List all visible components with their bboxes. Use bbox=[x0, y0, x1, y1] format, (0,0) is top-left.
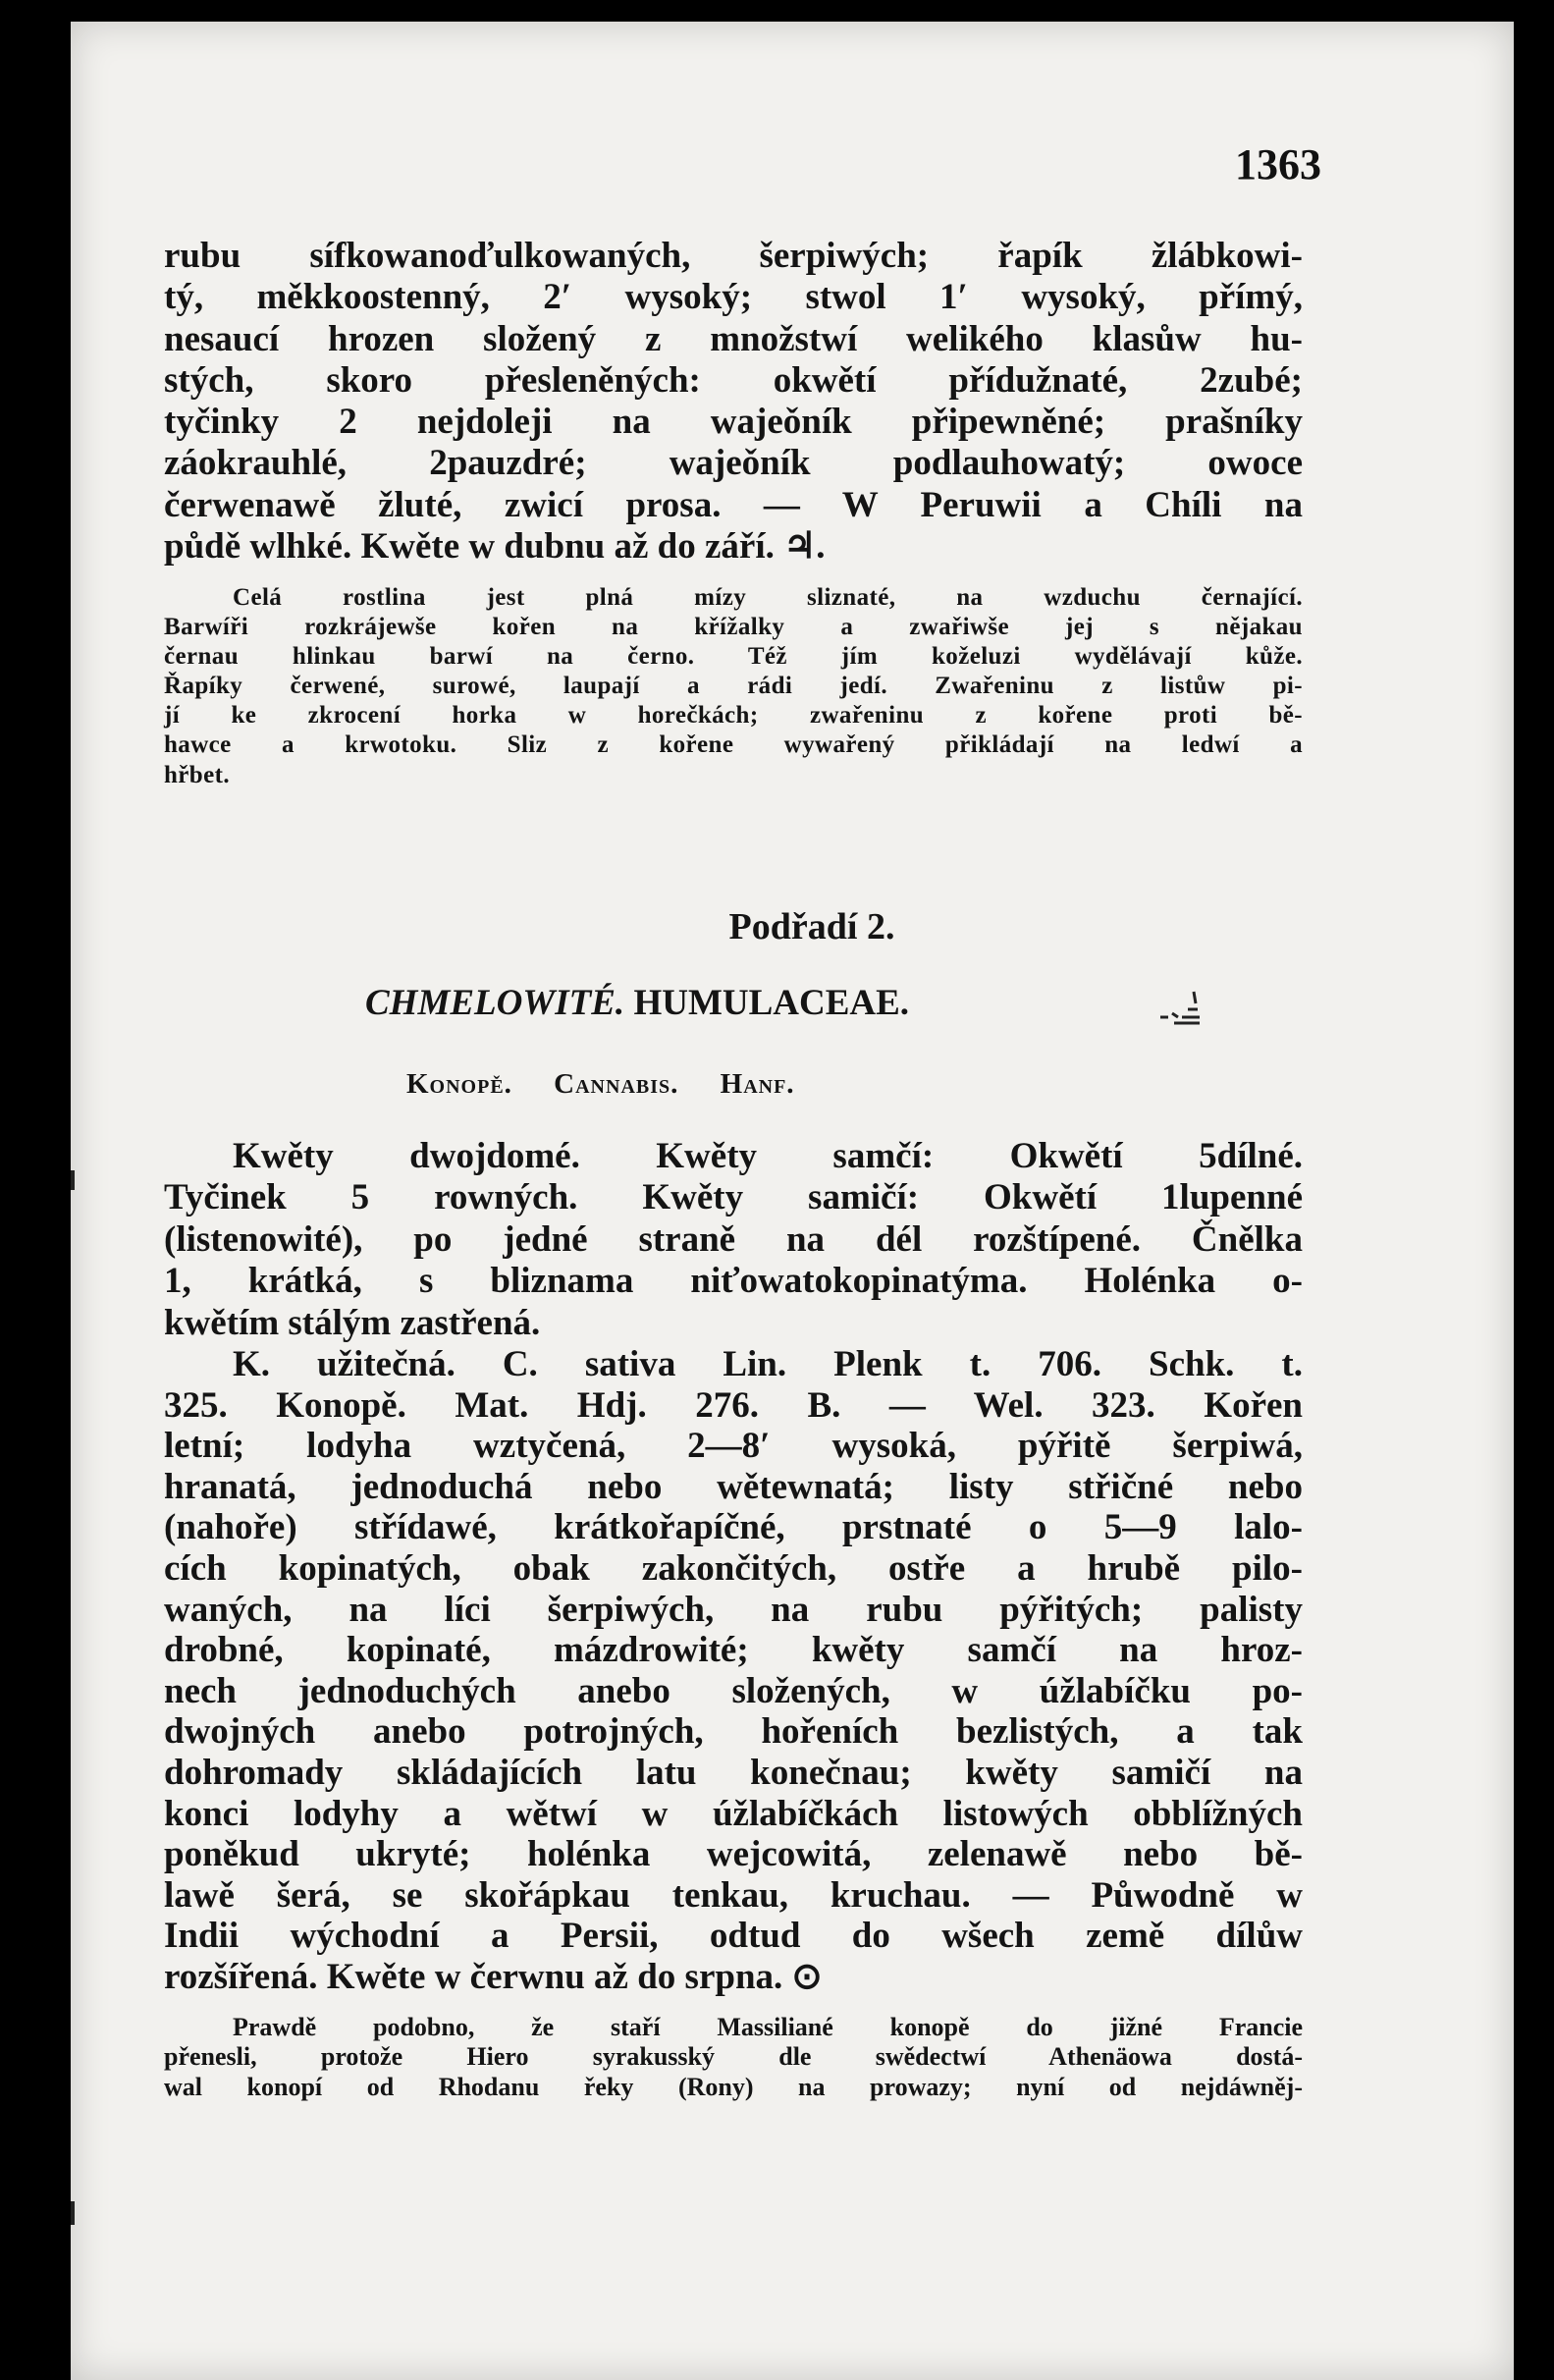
note-line: jí ke zkrocení horka w horečkách; zwařeninu z kořene proti bě- bbox=[164, 702, 1303, 730]
text-line: cích kopinatých, obak zakončitých, ostře a hrubě pilo- bbox=[164, 1547, 1303, 1589]
text-line: nesaucí hrozen složený z množstwí welikého klasůw hu- bbox=[164, 318, 1303, 359]
text-line: Indii wýchodní a Persii, odtud do wšech země dílůw bbox=[164, 1916, 1303, 1957]
text-line: rubu sífkowanoďulkowaných, šerpiwých; řapík žlábkowi- bbox=[164, 236, 1303, 276]
note-line: hawce a krwotoku. Sliz z kořene wywařený přikládají na ledwí a bbox=[164, 731, 1303, 759]
text-line: dohromady skládajících latu konečnau; kwěty samičí na bbox=[164, 1752, 1303, 1793]
note-line: hřbet. bbox=[164, 761, 230, 788]
margin-mark bbox=[71, 2201, 75, 2225]
text-line: K. užitečná. C. sativa Lin. Plenk t. 706. Schk. t. bbox=[233, 1344, 1303, 1384]
suborder-heading: Podřadí 2. bbox=[728, 906, 895, 947]
note-line: Barwíři rozkrájewše kořen na křížalky a zwařiwše jej s nějakau bbox=[164, 614, 1303, 641]
text-line: waných, na líci šerpiwých, na rubu pýřitých; palisty bbox=[164, 1589, 1303, 1630]
text-line: (nahoře) střídawé, krátkořapíčné, prstnaté o 5—9 lalo- bbox=[164, 1507, 1303, 1548]
text-line: půdě wlhké. Kwěte w dubnu až do září. ♃. bbox=[164, 526, 826, 568]
text-line: nech jednoduchých anebo složených, w úžlabíčku po- bbox=[164, 1670, 1303, 1711]
scan-right-edge bbox=[1514, 0, 1554, 2380]
text-line: záokrauhlé, 2pauzdré; wajeǒník podlauhowatý; owoce bbox=[164, 443, 1303, 484]
text-line: čerwenawě žluté, zwicí prosa. — W Peruwii a Chíli na bbox=[164, 484, 1303, 525]
text-line: drobné, kopinaté, mázdrowité; kwěty samčí na hroz- bbox=[164, 1630, 1303, 1671]
note-line: wal konopí od Rhodanu řeky (Rony) na prowazy; nyní od nejdáwněj- bbox=[164, 2072, 1303, 2101]
book-page bbox=[71, 22, 1514, 2380]
text-line: dwojných anebo potrojných, hořeních bezlistých, a tak bbox=[164, 1711, 1303, 1753]
genus-czech-name: Konopě. bbox=[406, 1068, 512, 1100]
text-line: Tyčinek 5 rowných. Kwěty samičí: Okwětí 1lupenné bbox=[164, 1177, 1303, 1218]
genus-heading bbox=[406, 1068, 829, 1101]
text-line: stých, skoro přesleněných: okwětí přídužnaté, 2zubé; bbox=[164, 359, 1303, 401]
text-block-main-1 bbox=[164, 236, 1303, 568]
printer-ornament-icon bbox=[1154, 984, 1206, 1027]
text-line: (listenowité), po jedné straně na dél rozštípené. Čnělka bbox=[164, 1218, 1303, 1260]
text-line: rozšířená. Kwěte w čerwnu až do srpna. ⊙ bbox=[164, 1956, 823, 1997]
margin-mark bbox=[71, 1170, 75, 1190]
text-line: Kwěty dwojdomé. Kwěty samčí: Okwětí 5dílné. bbox=[233, 1136, 1303, 1176]
text-line: poněkud ukryté; holénka wejcowitá, zelenawě nebo bě- bbox=[164, 1834, 1303, 1875]
text-line: lawě šerá, se skořápkau tenkau, kruchau. — Půwodně w bbox=[164, 1874, 1303, 1916]
note-line: přenesli, protože Hiero syrakusský dle swědectwí Athenäowa dostá- bbox=[164, 2042, 1303, 2072]
text-line: 325. Konopě. Mat. Hdj. 276. B. — Wel. 323. Kořen bbox=[164, 1384, 1303, 1426]
note-line: Řapíky čerwené, surowé, laupají a rádi jedí. Zwařeninu z listůw pi- bbox=[164, 673, 1303, 700]
family-czech-name: CHMELOWITÉ. bbox=[365, 983, 625, 1023]
text-line: kwětím stálým zastřená. bbox=[164, 1302, 541, 1343]
text-line: letní; lodyha wztyčená, 2—8′ wysoká, pýřitě šerpiwá, bbox=[164, 1426, 1303, 1467]
family-latin-name: HUMULACEAE. bbox=[633, 983, 910, 1023]
family-heading bbox=[365, 982, 909, 1024]
note-line: Celá rostlina jest plná mízy sliznaté, na wzduchu černající. bbox=[233, 584, 1303, 611]
genus-latin-name: Cannabis. bbox=[554, 1068, 679, 1100]
note-line: Prawdě podobno, že staří Massiliané konopě do jižné Francie bbox=[233, 2013, 1303, 2041]
text-line: konci lodyhy a wětwí w úžlabíčkách listowých obblížných bbox=[164, 1793, 1303, 1834]
note-block-2 bbox=[164, 2013, 1303, 2102]
page-number: 1363 bbox=[1235, 140, 1321, 189]
text-line: 1, krátká, s bliznama niťowatokopinatýma. Holénka o- bbox=[164, 1261, 1303, 1302]
species-description bbox=[164, 1344, 1303, 1998]
text-line: hranatá, jednoduchá nebo wětewnatá; listy střičné nebo bbox=[164, 1466, 1303, 1507]
note-line: černau hlinkau barwí na černo. Též jím koželuzi wydělávají kůže. bbox=[164, 643, 1303, 671]
text-line: tyčinky 2 nejdoleji na wajeǒník připewněné; prašníky bbox=[164, 402, 1303, 443]
genus-german-name: Hanf. bbox=[720, 1068, 795, 1100]
note-block-1 bbox=[164, 583, 1303, 790]
genus-description bbox=[164, 1136, 1303, 1344]
text-line: tý, měkkoostenný, 2′ wysoký; stwol 1′ wysoký, přímý, bbox=[164, 277, 1303, 318]
